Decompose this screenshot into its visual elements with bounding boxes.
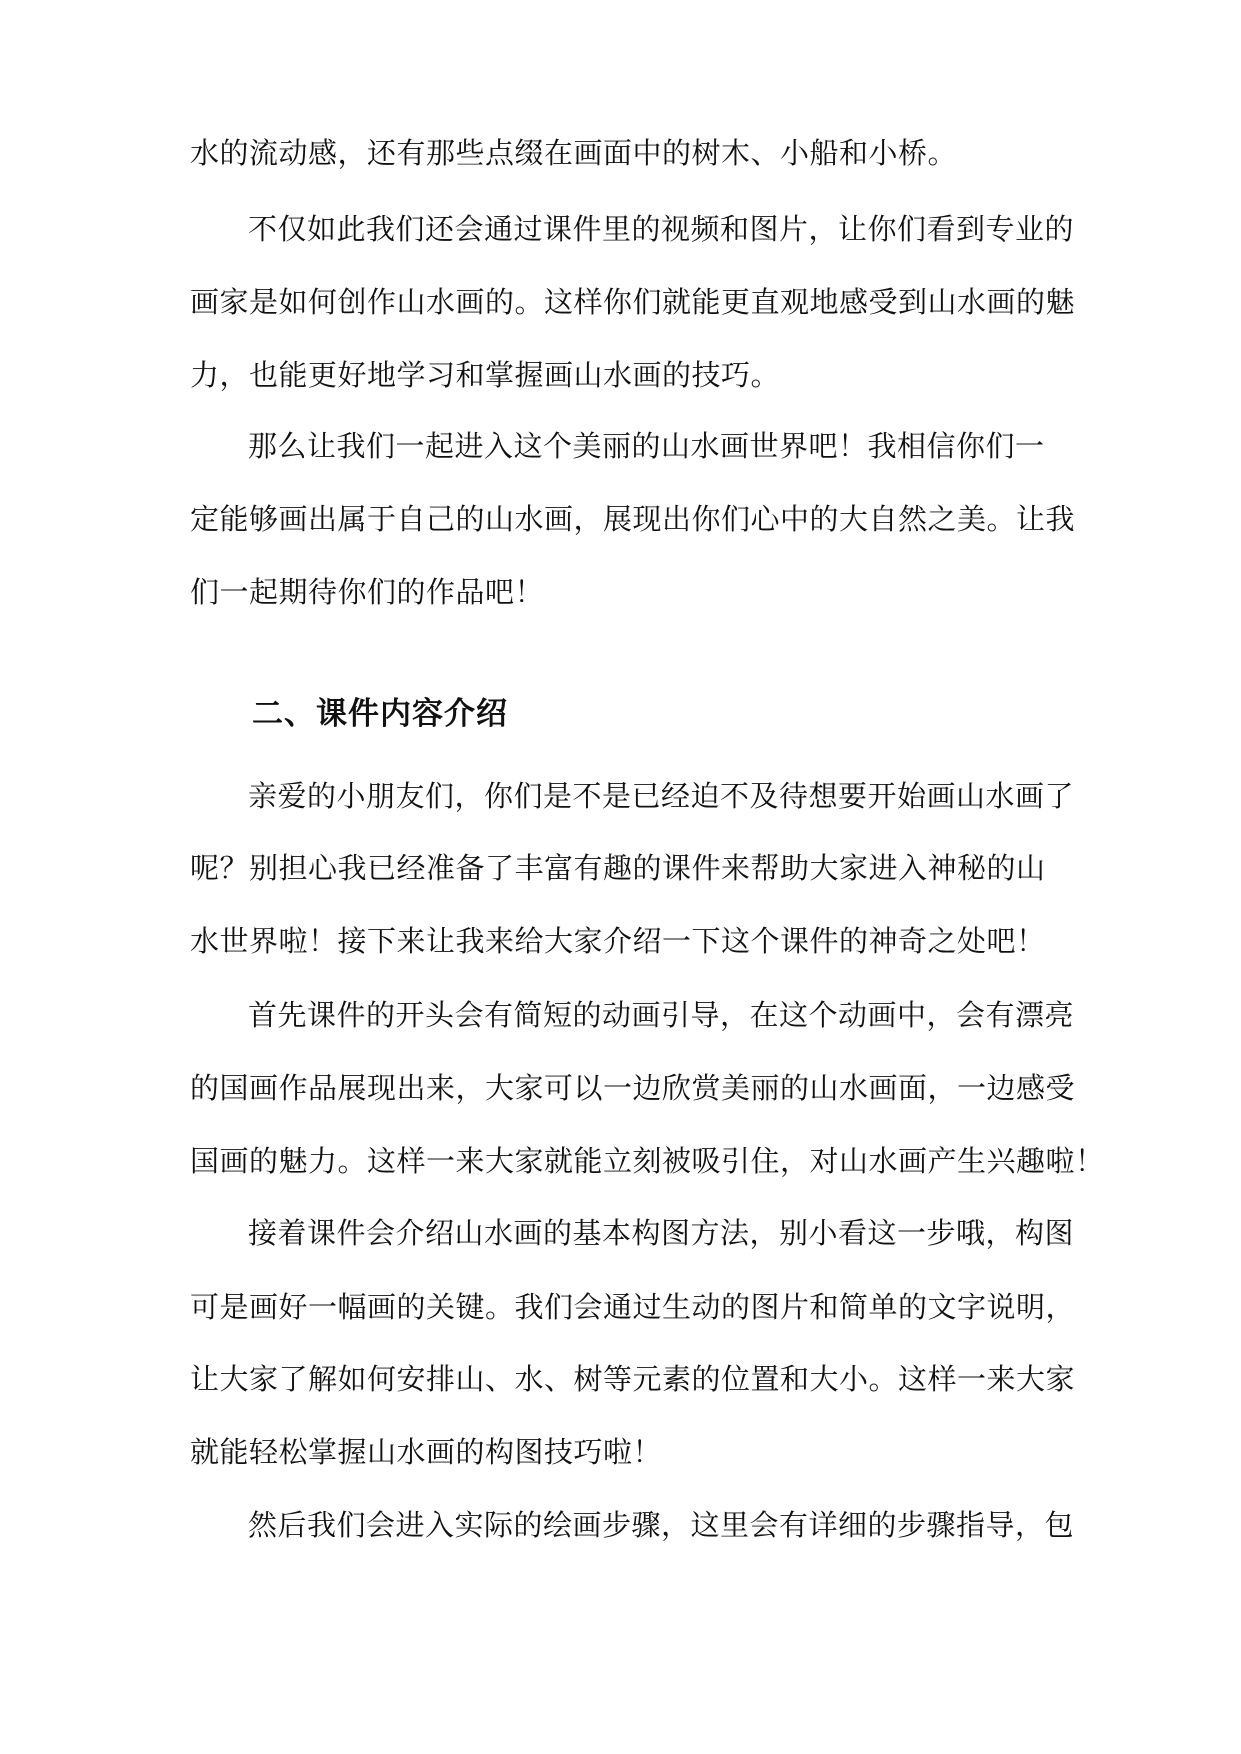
paragraph-line: 然后我们会进入实际的绘画步骤，这里会有详细的步骤指导，包: [248, 1508, 1075, 1542]
paragraph-line: 呢？别担心我已经准备了丰富有趣的课件来帮助大家进入神秘的山: [190, 851, 1046, 885]
paragraph-line: 可是画好一幅画的关键。我们会通过生动的图片和简单的文字说明，: [190, 1290, 1076, 1324]
paragraph-line: 接着课件会介绍山水画的基本构图方法，别小看这一步哦，构图: [248, 1216, 1075, 1250]
paragraph-line: 让大家了解如何安排山、水、树等元素的位置和大小。这样一来大家: [190, 1362, 1076, 1396]
paragraph-line: 画家是如何创作山水画的。这样你们就能更直观地感受到山水画的魅: [190, 285, 1076, 319]
paragraph-line: 就能轻松掌握山水画的构图技巧啦！: [190, 1435, 663, 1469]
paragraph-line: 不仅如此我们还会通过课件里的视频和图片，让你们看到专业的: [248, 212, 1075, 246]
paragraph-line: 水世界啦！接下来让我来给大家介绍一下这个课件的神奇之处吧！: [190, 924, 1046, 958]
paragraph-line: 那么让我们一起进入这个美丽的山水画世界吧！我相信你们一: [248, 429, 1045, 463]
paragraph-line: 水的流动感，还有那些点缀在画面中的树木、小船和小桥。: [190, 136, 958, 170]
paragraph-line: 国画的魅力。这样一来大家就能立刻被吸引住，对山水画产生兴趣啦！: [190, 1144, 1105, 1178]
paragraph-line: 的国画作品展现出来，大家可以一边欣赏美丽的山水画面，一边感受: [190, 1071, 1076, 1105]
paragraph-line: 定能够画出属于自己的山水画，展现出你们心中的大自然之美。让我: [190, 502, 1076, 536]
paragraph-line: 亲爱的小朋友们，你们是不是已经迫不及待想要开始画山水画了: [248, 779, 1075, 813]
paragraph-line: 力，也能更好地学习和掌握画山水画的技巧。: [190, 358, 781, 392]
paragraph-line: 们一起期待你们的作品吧！: [190, 575, 545, 609]
paragraph-line: 首先课件的开头会有简短的动画引导，在这个动画中，会有漂亮: [248, 998, 1075, 1032]
section-heading: 二、课件内容介绍: [252, 696, 508, 732]
